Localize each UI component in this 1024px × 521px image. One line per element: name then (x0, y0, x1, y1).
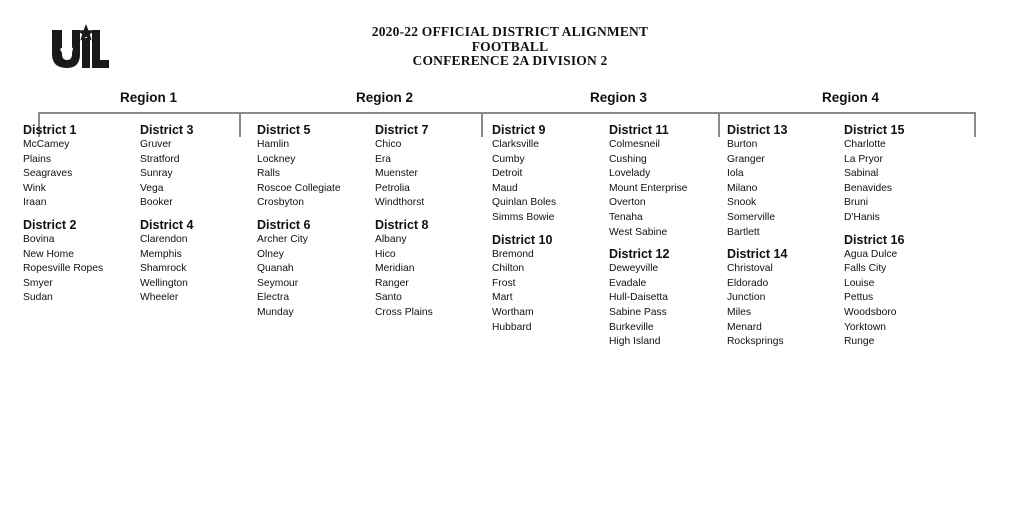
team-name: Mart (492, 292, 513, 304)
region-label: Region 4 (822, 90, 880, 105)
team-name: Iola (727, 168, 744, 180)
team-name: Sunray (140, 168, 173, 180)
team-name: Archer City (257, 233, 308, 245)
team-name: Agua Dulce (844, 248, 898, 260)
district-title: District 3 (140, 123, 194, 137)
district-block (492, 122, 610, 226)
team-name: New Home (23, 248, 74, 260)
team-name: Bovina (23, 233, 55, 245)
team-name: Snook (727, 197, 757, 209)
district-title: District 14 (727, 247, 788, 262)
team-name: Wortham (492, 306, 534, 318)
team-name: Vega (140, 182, 164, 194)
district-block (609, 122, 727, 240)
district-title: District 5 (257, 123, 311, 137)
team-name: Ranger (375, 277, 409, 289)
team-name: Lovelady (609, 168, 651, 180)
team-name: Seymour (257, 277, 299, 289)
team-name: Shamrock (140, 263, 187, 275)
district-title: District 1 (23, 123, 77, 137)
region-label: Region 1 (120, 90, 178, 105)
team-name: Granger (727, 153, 765, 165)
uil-logo-i (82, 38, 90, 68)
team-name: Frost (492, 277, 516, 289)
team-name: Roscoe Collegiate (257, 182, 341, 194)
team-name: Munday (257, 306, 294, 318)
team-name: Christoval (727, 263, 773, 275)
district-column (23, 122, 141, 312)
team-name: Wellington (140, 277, 188, 289)
team-name: Bartlett (727, 226, 760, 238)
team-name: Simms Bowie (492, 211, 555, 223)
team-name: Wink (23, 182, 46, 194)
district-block (257, 122, 375, 211)
team-name: Miles (727, 306, 752, 318)
team-name: Junction (727, 292, 766, 304)
team-name: Bremond (492, 248, 534, 260)
district-block (375, 217, 493, 321)
district-column (844, 122, 962, 356)
team-name: Sudan (23, 292, 53, 304)
team-name: Hubbard (492, 321, 532, 333)
team-name: Pettus (844, 292, 874, 304)
team-name: Chico (375, 139, 402, 150)
team-name: Overton (609, 197, 646, 209)
team-name: Bruni (844, 197, 869, 209)
district-block (23, 217, 141, 306)
team-name: Chilton (492, 263, 525, 275)
team-name: La Pryor (844, 153, 883, 165)
team-name: Menard (727, 321, 762, 333)
district-title: District 7 (375, 123, 429, 137)
district-block (844, 232, 962, 350)
team-name: Mount Enterprise (609, 182, 688, 194)
district-title: District 11 (609, 123, 669, 137)
team-name: Falls City (844, 263, 887, 275)
team-name: Ralls (257, 168, 280, 180)
team-name: West Sabine (609, 226, 668, 238)
team-name: Woodsboro (844, 306, 897, 318)
team-name: Clarendon (140, 233, 188, 245)
district-column (140, 122, 258, 312)
district-column (375, 122, 493, 327)
team-name: Rocksprings (727, 336, 784, 348)
team-name: Cumby (492, 153, 525, 165)
district-title: District 4 (140, 217, 194, 232)
uil-logo-l (92, 30, 109, 68)
team-name: Muenster (375, 168, 418, 180)
title-line-3: CONFERENCE 2A DIVISION 2 (412, 53, 608, 68)
header-rule (38, 112, 976, 114)
district-block (727, 122, 845, 240)
team-name: Wheeler (140, 292, 179, 304)
team-name: Charlotte (844, 139, 886, 150)
team-name: Booker (140, 197, 173, 209)
team-name: Milano (727, 182, 758, 194)
district-block (375, 122, 493, 211)
title-line-1: 2020-22 OFFICIAL DISTRICT ALIGNMENT (371, 24, 649, 39)
district-block (140, 122, 258, 211)
team-name: Burkeville (609, 321, 654, 333)
team-name: Burton (727, 139, 758, 150)
team-name: Cross Plains (375, 306, 433, 318)
team-name: Meridian (375, 263, 415, 275)
team-name: Runge (844, 336, 875, 348)
district-block (492, 232, 610, 336)
team-name: Lockney (257, 153, 296, 165)
district-title: District 16 (844, 232, 905, 247)
team-name: Detroit (492, 168, 523, 180)
district-title: District 8 (375, 217, 429, 232)
region-divider (974, 113, 976, 137)
team-name: High Island (609, 336, 661, 348)
team-name: Albany (375, 233, 407, 245)
team-name: Deweyville (609, 263, 659, 275)
team-name: Hico (375, 248, 396, 260)
team-name: Somerville (727, 211, 776, 223)
team-name: Hull-Daisetta (609, 292, 668, 304)
team-name: Eldorado (727, 277, 769, 289)
team-name: Seagraves (23, 168, 73, 180)
district-block (844, 122, 962, 226)
team-name: Sabine Pass (609, 306, 667, 318)
team-name: Plains (23, 153, 52, 165)
team-name: Tenaha (609, 211, 643, 223)
district-title: District 15 (844, 123, 905, 137)
team-name: Colmesneil (609, 139, 660, 150)
district-title: District 6 (257, 217, 311, 232)
team-name: Smyer (23, 277, 53, 289)
team-name: Memphis (140, 248, 182, 260)
team-name: Santo (375, 292, 402, 304)
team-name: Hamlin (257, 139, 290, 150)
team-name: Crosbyton (257, 197, 304, 209)
team-name: Yorktown (844, 321, 886, 333)
team-name: Era (375, 153, 392, 165)
team-name: Cushing (609, 153, 647, 165)
team-name: Quanah (257, 263, 294, 275)
uil-logo (50, 24, 110, 70)
team-name: Evadale (609, 277, 647, 289)
district-title: District 13 (727, 123, 788, 137)
team-name: Electra (257, 292, 290, 304)
district-block (23, 122, 141, 211)
district-block (257, 217, 375, 321)
district-title: District 9 (492, 123, 546, 137)
team-name: Ropesville Ropes (23, 263, 104, 275)
team-name: McCamey (23, 139, 70, 150)
district-title: District 12 (609, 247, 670, 262)
team-name: Gruver (140, 139, 172, 150)
district-column (609, 122, 727, 356)
document-title (240, 25, 780, 69)
team-name: Louise (844, 277, 875, 289)
team-name: Stratford (140, 153, 180, 165)
region-label: Region 3 (590, 90, 648, 105)
district-block (140, 217, 258, 306)
team-name: D'Hanis (844, 211, 880, 223)
district-block (727, 246, 845, 350)
district-title: District 10 (492, 232, 553, 247)
team-name: Benavides (844, 182, 893, 194)
district-block (609, 246, 727, 350)
team-name: Olney (257, 248, 284, 260)
team-name: Clarksville (492, 139, 539, 150)
district-column (257, 122, 375, 327)
district-column (492, 122, 610, 341)
title-line-2: FOOTBALL (471, 38, 549, 54)
team-name: Maud (492, 182, 518, 194)
team-name: Windthorst (375, 197, 425, 209)
team-name: Iraan (23, 197, 47, 209)
district-column (727, 122, 845, 356)
district-title: District 2 (23, 217, 77, 232)
team-name: Quinlan Boles (492, 197, 557, 209)
team-name: Petrolia (375, 182, 410, 194)
region-label: Region 2 (356, 90, 414, 105)
team-name: Sabinal (844, 168, 879, 180)
